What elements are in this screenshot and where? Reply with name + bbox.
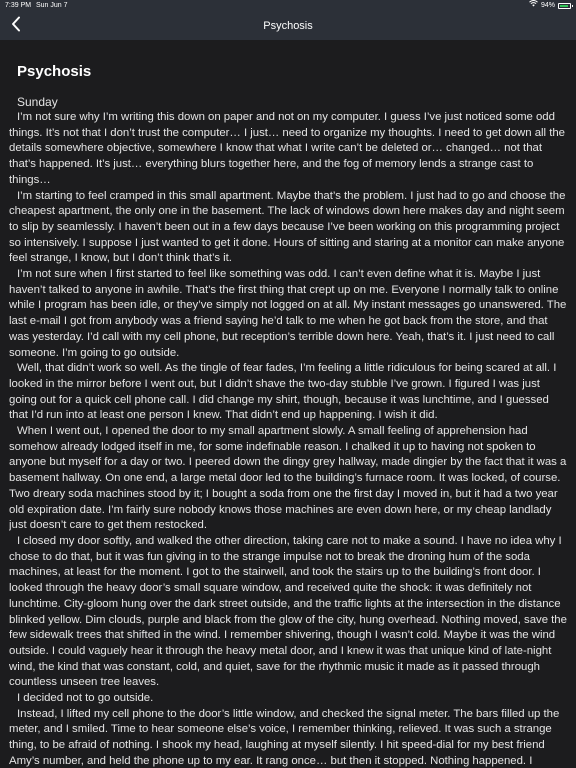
paragraph: I’m not sure when I first started to feel like something was odd. I can’t even define what it is. Maybe I just haven’t talked to anyone in awhile. That’s the first thing that crept up on me. Everyone I normally talk to online while I program has been idle, or they’ve simply not logged on at all. My instant messages go unanswered. The last e-mail I got from anybody was a friend saying he’d talk to me when he got back from the store, and that was yesterday. I’d call with my cell phone, but reception’s terrible down here. Yeah, that’s it. I just need to call someone. I’m going to go outside. (9, 268, 567, 359)
battery-percent: 94% (540, 2, 555, 9)
status-date: Sun Jun 7 (36, 2, 68, 9)
status-time: 7:39 PM (5, 2, 32, 9)
paragraph: Well, that didn’t work so well. As the tingle of fear fades, I’m feeling a little ridiculous for being scared at all. I looked in the mirror before I went out, but I didn’t shave the two-day stubble I’ve grown. I figured I was just going out for a quick cell phone call. I did change my shirt, though, because it was lunchtime, and I guessed that I’d run into at least one person I knew. That didn’t end up happening. I wish it did. (9, 362, 557, 422)
battery-icon (558, 3, 571, 9)
paragraph: I’m not sure why I’m writing this down on paper and not on my computer. I guess I’ve just noticed some odd things. It’s not that I don’t trust the computer… I just… need to organize my thoughts. I need to get down all the details somewhere objective, somewhere I know that what I write can’t be deleted or… changed… not that that’s happened. It’s just… everything blurs together here, and the fog of memory lends a strange cast to things… (9, 111, 565, 186)
nav-title: Psychosis (263, 20, 313, 32)
status-bar (0, 0, 576, 12)
paragraph: I closed my door softly, and walked the other direction, taking care not to make a sound. I have no idea why I chose to do that, but it was fun giving in to the strange impulse not to break the droning hum of the soda machines, at least for the moment. I got to the stairwell, and took the stairs up to the building’s front door. I looked through the heavy door’s small square window, and received quite the shock: it was definitely not lunchtime. City-gloom hung over the dark street outside, and the traffic lights at the intersection in the distance blinked yellow. Dim clouds, purple and black from the glow of the city, hung overhead. Nothing moved, save the few sidewalk trees that shifted in the wind. I remember shivering, though I wasn’t cold. Maybe it was the wind outside. I could vaguely hear it through the heavy metal door, and I knew it was that unique kind of late-night wind, the kind that was constant, cold, and quiet, save for the rhythmic music it made as it passed through countless unseen tree leaves. (9, 534, 567, 689)
wifi-icon (529, 0, 538, 12)
status-right-group (529, 0, 571, 12)
paragraph: I’m starting to feel cramped in this small apartment. Maybe that’s the problem. I just had to go and choose the cheapest apartment, the only one in the basement. The lack of windows down here makes day and night seem to slip by seamlessly. I haven’t been out in a few days because I’ve been working on this programming project so intensively. I suppose I just wanted to get it done. Hours of sitting and staring at a monitor can make anyone feel strange, I know, but I don’t think that’s it. (9, 189, 566, 265)
battery-level-fill (560, 5, 568, 7)
paragraph: I decided not to go outside. (17, 692, 154, 705)
paragraph: When I went out, I opened the door to my small apartment slowly. A small feeling of apprehension had somehow already lodged itself in me, for some indefinable reason. I chalked it up to having not spoken to anyone but myself for a day or two. I peered down the dingy grey hallway, made dingier by the fact that it was a basement hallway. On one end, a large metal door led to the building’s furnace room. It was locked, of course. Two dreary soda machines stood by it; I bought a soda from one the first day I moved in, but it had a two year old expiration date. I’m fairly sure nobody knows those machines are even down here, or my cheap landlady just doesn’t care to get them restocked. (9, 425, 567, 532)
paragraph: Instead, I lifted my cell phone to the door’s little window, and checked the signal meter. The bars filled up the meter, and I smiled. Time to hear someone else’s voice, I remember thinking, relieved. It was such a strange thing, to be afraid of nothing. I shook my head, laughing at myself silently. I hit speed-dial for my best friend Amy’s number, and held the phone up to my ear. It rang once… but then it stopped. Nothing happened. I (9, 707, 560, 767)
entry-day: Sunday (17, 95, 58, 109)
document-reader[interactable] (9, 40, 569, 768)
navigation-bar (0, 12, 576, 40)
document-title: Psychosis (17, 63, 92, 80)
